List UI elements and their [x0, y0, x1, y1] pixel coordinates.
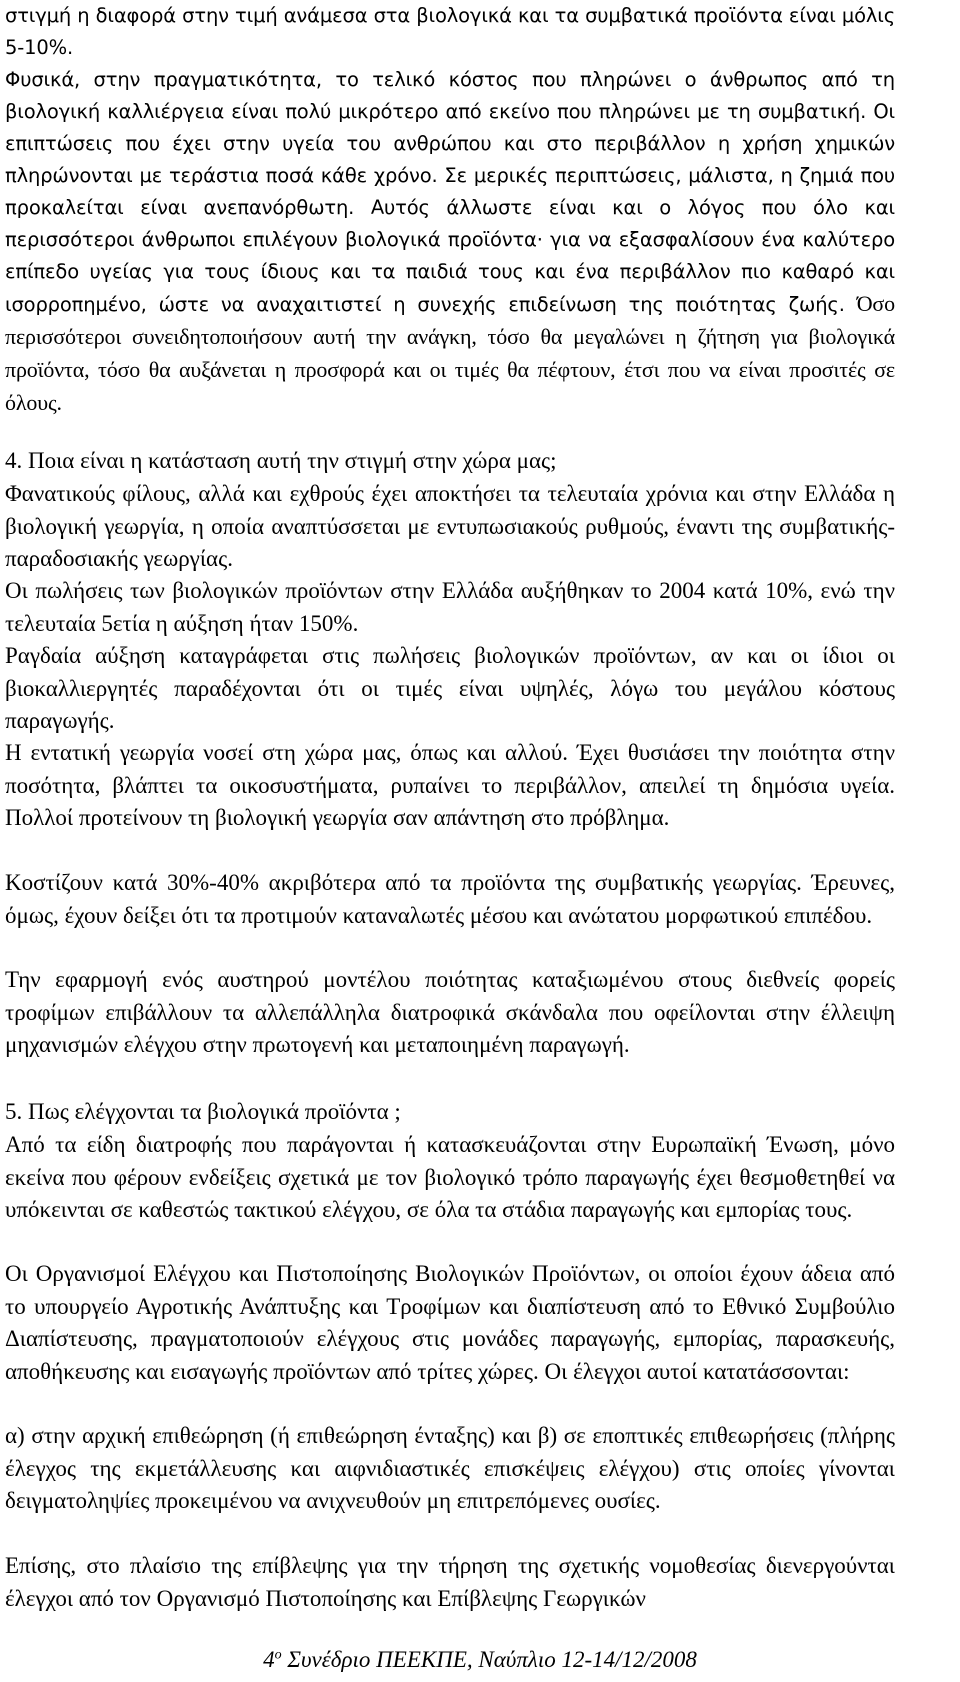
- footer-ordinal: 4: [263, 1647, 275, 1672]
- intro-text: στιγμή η διαφορά στην τιμή ανάμεσα στα βιολογικά και τα συμβατικά προϊόντα είναι μόλις 5-10%.: [5, 4, 895, 59]
- cost-text: Φυσικά, στην πραγματικότητα, το τελικό κόστος που πληρώνει ο άνθρωπος από τη βιολογική καλλιέργεια είναι πολύ μικρότερο από εκείνο που πληρώνει με τη συμβατική. Οι επιπτώσεις που έχει στην υγεία του ανθρώπου και στο περιβάλλον η χρήση χημικών πληρώνονται με τεράστια ποσά κάθε χρόνο. Σε μερικές περιπτώσεις, μάλιστα, η ζημιά που προκαλείται είναι ανεπανόρθωτη.: [5, 68, 895, 219]
- paragraph-intro: [5, 0, 895, 64]
- paragraph-cost: [5, 64, 895, 420]
- section-4-paragraph: Φανατικούς φίλους, αλλά και εχθρούς έχει αποκτήσει τα τελευταία χρόνια και στην Ελλάδα η βιολογική γεωργία, η οποία αναπτύσσεται με εντυπωσιακούς ρυθμούς, έναντι της συμβατικής-παραδοσιακής γεωργίας.: [5, 481, 895, 571]
- section-4-paragraph: Κοστίζουν κατά 30%-40% ακριβότερα από τα προϊόντα της συμβατικής γεωργίας. Έρευνες, όμως, έχουν δείξει ότι τα προτιμούν καταναλωτές μέσου και ανώτατου μορφωτικού επιπέδου.: [5, 870, 895, 928]
- section-4-heading: 4. Ποια είναι η κατάσταση αυτή την στιγμή στην χώρα μας;: [5, 448, 557, 473]
- section-5-paragraph: Επίσης, στο πλαίσιο της επίβλεψης για την τήρηση της σχετικής νομοθεσίας διενεργούνται έλεγχοι από τον Οργανισμό Πιστοποίησης και Επίβλεψης Γεωργικών: [5, 1553, 895, 1611]
- section-5-heading: 5. Πως ελέγχονται τα βιολογικά προϊόντα ;: [5, 1099, 401, 1124]
- cost-tail-text: Αυτός άλλωστε είναι και ο λόγος που όλο και περισσότεροι άνθρωποι επιλέγουν βιολογικά προϊόντα· για να εξασφαλίσουν ένα καλύτερο επίπεδο υγείας για τους ίδιους και τα παιδιά τους και ένα περιβάλλον πιο καθαρό και ισορροπημένο, ώστε να αναχαιτιστεί η συνεχής επιδείνωση της ποιότητας ζωής.: [5, 196, 895, 316]
- section-4-paragraph: Η εντατική γεωργία νοσεί στη χώρα μας, όπως και αλλού. Έχει θυσιάσει την ποιότητα στην ποσότητα, βλάπτει τα οικοσυστήματα, ρυπαίνει το περιβάλλον, απειλεί τη δημόσια υγεία. Πολλοί προτείνουν τη βιολογική γεωργία σαν απάντηση στο πρόβλημα.: [5, 740, 895, 830]
- footer-ordinal-suffix: ο: [274, 1647, 282, 1663]
- section-4-paragraph: Ραγδαία αύξηση καταγράφεται στις πωλήσεις βιολογικών προϊόντων, αν και οι ίδιοι οι βιοκαλλιεργητές παραδέχονται ότι οι τιμές είναι υψηλές, λόγω του μεγάλου κόστους παραγωγής.: [5, 643, 895, 733]
- demand-text: Όσο περισσότεροι συνειδητοποιήσουν αυτή την ανάγκη, τόσο θα μεγαλώνει η ζήτηση για βιολογικά προϊόντα, τόσο θα αυξάνεται η προσφορά και οι τιμές θα πέφτουν, έτσι που να είναι προσιτές σε όλους.: [5, 291, 895, 415]
- section-4-paragraph: Την εφαρμογή ενός αυστηρού μοντέλου ποιότητας καταξιωμένου στους διεθνείς φορείς τροφίμων επιβάλλουν τα αλλεπάλληλα διατροφικά σκάνδαλα που οφείλονται στην έλλειψη μηχανισμών ελέγχου στην πρωτογενή και μεταποιημένη παραγωγή.: [5, 967, 895, 1057]
- page-footer: [0, 1646, 960, 1674]
- section-5-paragraph: α) στην αρχική επιθεώρηση (ή επιθεώρηση ένταξης) και β) σε εποπτικές επιθεωρήσεις (πλήρης έλεγχος της εκμετάλλευσης και αιφνιδιαστικές επισκέψεις ελέγχου) στις οποίες γίνονται δειγματοληψίες προκειμένου να ανιχνευθούν μη επιτρεπόμενες ουσίες.: [5, 1423, 895, 1513]
- section-5-paragraph: Οι Οργανισμοί Ελέγχου και Πιστοποίησης Βιολογικών Προϊόντων, οι οποίοι έχουν άδεια από το υπουργείο Αγροτικής Ανάπτυξης και Τροφίμων και διαπίστευση από το Εθνικό Συμβούλιο Διαπίστευσης, πραγματοποιούν ελέγχους στις μονάδες παραγωγής, εμπορίας, παρασκευής, αποθήκευσης και εισαγωγής προϊόντων από τρίτες χώρες. Οι έλεγχοι αυτοί κατατάσσονται:: [5, 1261, 895, 1384]
- section-4-paragraph: Οι πωλήσεις των βιολογικών προϊόντων στην Ελλάδα αυξήθηκαν το 2004 κατά 10%, ενώ την τελευταία 5ετία η αύξηση ήταν 150%.: [5, 578, 895, 636]
- section-5-paragraph: Από τα είδη διατροφής που παράγονται ή κατασκευάζονται στην Ευρωπαϊκή Ένωση, μόνο εκείνα που φέρουν ενδείξεις σχετικά με τον βιολογικό τρόπο παραγωγής έχει θεσμοθετηθεί να υπόκεινται σε καθεστώς τακτικού ελέγχου, σε όλα τα στάδια παραγωγής και εμπορίας τους.: [5, 1132, 895, 1222]
- footer-conference-text: Συνέδριο ΠΕΕΚΠΕ, Ναύπλιο 12-14/12/2008: [281, 1647, 697, 1672]
